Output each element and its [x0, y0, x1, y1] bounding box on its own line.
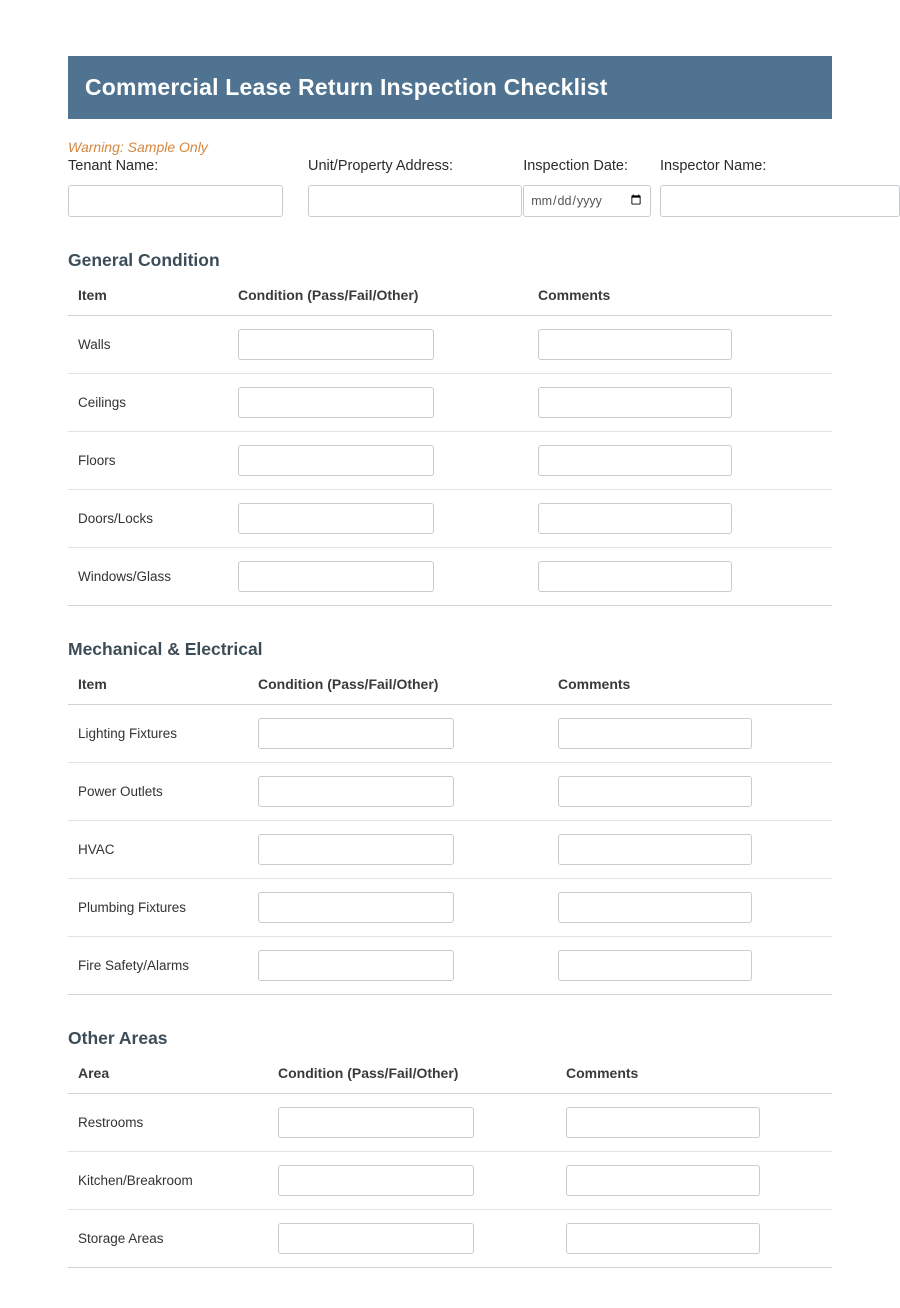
- row-label: Windows/Glass: [68, 547, 228, 605]
- condition-cell: [228, 489, 528, 547]
- condition-input[interactable]: [238, 561, 434, 592]
- table-row: [68, 547, 832, 605]
- table-row: [68, 878, 832, 936]
- table-row: [68, 489, 832, 547]
- comments-input[interactable]: [566, 1107, 760, 1138]
- comments-input[interactable]: [538, 561, 732, 592]
- table-general-condition: [68, 281, 832, 606]
- table-header-row: [68, 1059, 832, 1094]
- property-address-label: Unit/Property Address:: [308, 158, 454, 175]
- column-header-comments: Comments: [556, 1059, 832, 1094]
- table-row: [68, 762, 832, 820]
- condition-input[interactable]: [258, 718, 454, 749]
- column-header-item: Item: [68, 281, 228, 316]
- condition-input[interactable]: [238, 329, 434, 360]
- comments-input[interactable]: [538, 329, 732, 360]
- table-header-row: [68, 281, 832, 316]
- table-row: [68, 704, 832, 762]
- row-label: Fire Safety/Alarms: [68, 936, 248, 994]
- comments-input[interactable]: [558, 950, 752, 981]
- condition-input[interactable]: [258, 776, 454, 807]
- condition-cell: [228, 373, 528, 431]
- comments-input[interactable]: [566, 1165, 760, 1196]
- page-title: Commercial Lease Return Inspection Checklist: [68, 56, 832, 119]
- inspector-name-input[interactable]: [660, 185, 900, 217]
- condition-input[interactable]: [238, 503, 434, 534]
- condition-cell: [248, 762, 548, 820]
- comments-cell: [556, 1151, 832, 1209]
- condition-input[interactable]: [278, 1107, 474, 1138]
- table-row: [68, 1093, 832, 1151]
- identification-fields: [68, 157, 900, 216]
- comments-cell: [556, 1209, 832, 1267]
- condition-input[interactable]: [278, 1223, 474, 1254]
- condition-cell: [228, 547, 528, 605]
- condition-cell: [248, 820, 548, 878]
- condition-input[interactable]: [258, 950, 454, 981]
- row-label: Kitchen/Breakroom: [68, 1151, 268, 1209]
- section-heading-mechanical-electrical: Mechanical & Electrical: [68, 638, 263, 659]
- column-header-comments: Comments: [548, 670, 832, 705]
- table-header-row: [68, 670, 832, 705]
- comments-input[interactable]: [558, 892, 752, 923]
- row-label: Plumbing Fixtures: [68, 878, 248, 936]
- row-label: Floors: [68, 431, 228, 489]
- condition-cell: [268, 1209, 556, 1267]
- comments-input[interactable]: [558, 776, 752, 807]
- row-label: Walls: [68, 315, 228, 373]
- condition-cell: [248, 704, 548, 762]
- condition-cell: [228, 315, 528, 373]
- inspection-date-input[interactable]: [523, 185, 651, 217]
- table-row: [68, 1151, 832, 1209]
- table-row: [68, 936, 832, 994]
- condition-input[interactable]: [238, 445, 434, 476]
- comments-cell: [528, 373, 832, 431]
- comments-cell: [556, 1093, 832, 1151]
- comments-cell: [528, 431, 832, 489]
- condition-cell: [228, 431, 528, 489]
- column-header-condition: Condition (Pass/Fail/Other): [248, 670, 548, 705]
- property-address-field-group: [308, 157, 523, 216]
- tenant-name-label: Tenant Name:: [68, 158, 159, 175]
- inspector-name-field-group: [660, 157, 900, 216]
- condition-input[interactable]: [258, 892, 454, 923]
- condition-cell: [248, 936, 548, 994]
- condition-input[interactable]: [278, 1165, 474, 1196]
- property-address-input[interactable]: [308, 185, 522, 217]
- comments-cell: [528, 315, 832, 373]
- comments-input[interactable]: [538, 387, 732, 418]
- comments-cell: [548, 878, 832, 936]
- row-label: Ceilings: [68, 373, 228, 431]
- column-header-item: Item: [68, 670, 248, 705]
- comments-input[interactable]: [538, 445, 732, 476]
- condition-cell: [248, 878, 548, 936]
- comments-cell: [548, 762, 832, 820]
- row-label: Lighting Fixtures: [68, 704, 248, 762]
- column-header-comments: Comments: [528, 281, 832, 316]
- inspector-name-label: Inspector Name:: [660, 158, 767, 175]
- column-header-condition: Condition (Pass/Fail/Other): [228, 281, 528, 316]
- inspection-date-field-group: [523, 157, 660, 216]
- inspection-date-label: Inspection Date:: [523, 158, 629, 175]
- column-header-area: Area: [68, 1059, 268, 1094]
- table-row: [68, 1209, 832, 1267]
- table-row: [68, 820, 832, 878]
- tenant-name-input[interactable]: [68, 185, 283, 217]
- section-heading-other-areas: Other Areas: [68, 1027, 168, 1048]
- row-label: Power Outlets: [68, 762, 248, 820]
- sample-warning: Warning: Sample Only: [68, 139, 208, 155]
- comments-cell: [548, 936, 832, 994]
- row-label: HVAC: [68, 820, 248, 878]
- table-row: [68, 431, 832, 489]
- condition-input[interactable]: [238, 387, 434, 418]
- condition-cell: [268, 1151, 556, 1209]
- row-label: Storage Areas: [68, 1209, 268, 1267]
- comments-input[interactable]: [538, 503, 732, 534]
- row-label: Doors/Locks: [68, 489, 228, 547]
- condition-cell: [268, 1093, 556, 1151]
- comments-input[interactable]: [566, 1223, 760, 1254]
- comments-cell: [528, 547, 832, 605]
- table-mechanical-electrical: [68, 670, 832, 995]
- comments-cell: [548, 704, 832, 762]
- condition-input[interactable]: [258, 834, 454, 865]
- table-row: [68, 373, 832, 431]
- column-header-condition: Condition (Pass/Fail/Other): [268, 1059, 556, 1094]
- comments-input[interactable]: [558, 834, 752, 865]
- comments-cell: [548, 820, 832, 878]
- table-other-areas: [68, 1059, 832, 1268]
- comments-cell: [528, 489, 832, 547]
- tenant-name-field-group: [68, 157, 285, 216]
- comments-input[interactable]: [558, 718, 752, 749]
- section-heading-general-condition: General Condition: [68, 249, 220, 270]
- table-row: [68, 315, 832, 373]
- row-label: Restrooms: [68, 1093, 268, 1151]
